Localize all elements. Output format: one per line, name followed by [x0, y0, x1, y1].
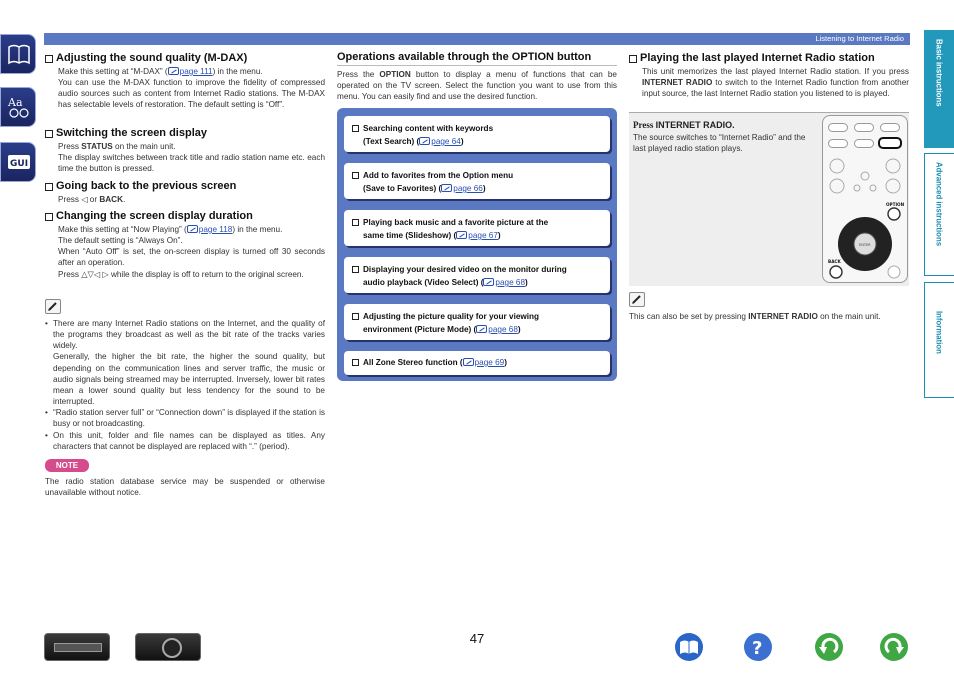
option-slideshow[interactable]: [344, 210, 610, 246]
heading-last-played: [629, 52, 909, 65]
option-menu-panel: [337, 108, 617, 381]
option-video-select[interactable]: [344, 257, 610, 293]
text: Make this setting at “Now Playing” (: [58, 225, 187, 234]
checkbox-icon: [352, 219, 359, 226]
text: button to display a menu of functions that can be operated on the TV screen. Select the function you want to use from this menu. You can easily find and use the desired function.: [337, 70, 617, 102]
status-key: STATUS: [81, 142, 113, 151]
option-label: OPTION: [886, 202, 905, 207]
list-item: • “Radio station server full” or “Connection down” is displayed if the station is busy or not broadcasting.: [45, 407, 325, 429]
internet-radio-key: INTERNET RADIO: [642, 78, 713, 88]
list-item: Generally, the higher the bit rate, the higher the sound quality, but depending on the communication lines and server traffic, the music or audio signals being streamed may be interrupted. Inversely, lower bit rates mean a lower sound quality but less tendency for the sound to be interrupted.: [53, 352, 325, 407]
text: Adjusting the picture quality for your viewing: [363, 312, 540, 321]
text: Press ◁ or: [58, 195, 100, 204]
page-ref-icon: [187, 225, 198, 233]
heading-text: Adjusting the sound quality (M-DAX): [56, 52, 248, 64]
section-last-played: [629, 52, 909, 99]
text: ): [497, 231, 501, 240]
page-link[interactable]: page 111: [179, 67, 213, 76]
page-ref-icon: [419, 137, 430, 145]
text: same time (Slideshow) (: [363, 231, 457, 240]
text: Playing back music and a favorite picture at the: [363, 218, 549, 227]
enter-label: ENTER: [859, 243, 871, 247]
book-icon[interactable]: [0, 34, 36, 74]
section-title: Listening to Internet Radio: [815, 34, 904, 43]
page-number: 47: [469, 631, 485, 646]
heading-text: Changing the screen display duration: [56, 210, 253, 222]
internet-radio-remote-button: [878, 137, 902, 149]
text: (Save to Favorites) (: [363, 184, 442, 193]
option-picture-mode[interactable]: [344, 304, 610, 340]
text: Press: [58, 142, 82, 151]
go-back-text: [45, 194, 325, 205]
tab-advanced-instructions[interactable]: [924, 153, 954, 276]
checkbox-icon: [45, 183, 53, 191]
page-ref-icon: [463, 358, 474, 366]
svg-text:Aa: Aa: [8, 96, 23, 109]
page-link[interactable]: page 118: [198, 225, 233, 234]
heading-text: Playing the last played Internet Radio station: [640, 52, 875, 64]
gui-icon[interactable]: [0, 142, 36, 182]
option-text-search[interactable]: [344, 116, 610, 152]
heading-text: Operations available through the OPTION button: [337, 51, 592, 63]
heading-go-back: [45, 180, 325, 193]
switch-display-text: [45, 141, 325, 174]
tab-basic-instructions[interactable]: [924, 30, 954, 148]
back-key: BACK: [99, 195, 123, 204]
text: audio playback (Video Select) (: [363, 278, 484, 287]
note-badge: NOTE: [45, 459, 89, 472]
remote-illustration: [822, 115, 908, 283]
paragraph: You can use the M-DAX function to improve the fidelity of compressed audio sources such as content from Internet Radio stations. The M-DAX has selectable levels of restoration. The default setting is “Off”.: [58, 78, 325, 110]
page-link[interactable]: page 66: [453, 184, 483, 193]
note-text: The radio station database service may be suspended or otherwise unavailable without notice.: [45, 477, 325, 498]
heading-display-duration: [45, 210, 325, 223]
checkbox-icon: [352, 313, 359, 320]
internet-radio-key: INTERNET RADIO: [748, 312, 818, 321]
checkbox-icon: [352, 125, 359, 132]
notes-list: [45, 318, 325, 452]
m-dax-text: [45, 66, 325, 111]
section-m-dax: [45, 52, 325, 111]
text: Press the: [337, 70, 380, 79]
text: (Text Search) (: [363, 137, 420, 146]
back-arrow-icon[interactable]: [815, 633, 843, 661]
heading-m-dax: [45, 52, 325, 65]
option-intro: [337, 69, 617, 102]
last-played-text: [629, 66, 909, 99]
page-link[interactable]: page 69: [474, 358, 505, 367]
rear-panel-icon[interactable]: [135, 633, 201, 661]
page-link[interactable]: page 68: [488, 325, 518, 334]
text: on the main unit.: [112, 142, 176, 151]
text: Searching content with keywords: [363, 124, 494, 133]
tab-label: Basic instructions: [934, 39, 944, 107]
page-ref-icon: [441, 184, 452, 192]
checkbox-icon: [352, 172, 359, 179]
page-link[interactable]: page 68: [495, 278, 526, 287]
remote-button: [828, 123, 848, 132]
tab-information[interactable]: [924, 282, 954, 398]
list-item: • There are many Internet Radio stations on the Internet, and the quality of the programs they broadcast as well as the bit rate of the tracks varies widely.: [45, 318, 325, 351]
front-panel-icon[interactable]: [44, 633, 110, 661]
text: Make this setting at “M-DAX” (: [58, 67, 168, 76]
text: ): [482, 184, 486, 193]
option-save-favorites[interactable]: [344, 163, 610, 199]
text: ): [517, 325, 521, 334]
step-instruction: [633, 119, 735, 131]
text: ) in the menu.: [212, 67, 263, 76]
internet-radio-key: INTERNET RADIO.: [655, 120, 735, 130]
tab-label: Advanced instructions: [934, 162, 944, 247]
text: ): [460, 137, 464, 146]
page-ref-icon: [456, 231, 467, 239]
font-icon[interactable]: [0, 87, 36, 127]
display-duration-text: [45, 224, 325, 280]
page-ref-icon: [168, 67, 179, 75]
back-label: BACK: [828, 259, 841, 264]
paragraph: The default setting is “Always On”.: [58, 236, 183, 246]
section-go-back: [45, 180, 325, 205]
contents-book-icon[interactable]: [675, 633, 703, 661]
text: ): [504, 358, 507, 367]
page-ref-icon: [483, 278, 494, 286]
checkbox-icon: [352, 266, 359, 273]
page-link[interactable]: page 64: [431, 137, 461, 146]
list-item: • On this unit, folder and file names can be displayed as titles. Any characters that cannot be displayed are replaced with “.” (period).: [45, 430, 325, 452]
heading-text: Going back to the previous screen: [56, 180, 237, 192]
option-all-zone-stereo[interactable]: [344, 351, 610, 375]
text: This can also be set by pressing: [629, 312, 749, 321]
remote-button: [880, 123, 900, 132]
pencil-icon: [45, 299, 61, 314]
text: ): [525, 278, 528, 287]
tip-text: [629, 311, 909, 322]
text: environment (Picture Mode) (: [363, 325, 477, 334]
forward-arrow-icon[interactable]: [880, 633, 908, 661]
checkbox-icon: [629, 55, 637, 63]
text: All Zone Stereo function (: [363, 358, 463, 367]
section-display-duration: [45, 210, 325, 280]
section-option-button: [337, 51, 617, 102]
paragraph: Press △▽◁ ▷ while the display is off to return to the original screen.: [58, 269, 304, 279]
remote-button: [854, 139, 874, 148]
text: ) in the menu.: [232, 225, 283, 234]
heading-option-button: [337, 51, 617, 66]
option-key: OPTION: [379, 70, 411, 79]
tab-label: Information: [934, 311, 944, 354]
help-icon[interactable]: [744, 633, 772, 661]
svg-text:GUI: GUI: [10, 159, 29, 169]
svg-text:?: ?: [752, 638, 763, 659]
section-header-bar: [44, 33, 910, 45]
text: This unit memorizes the last played Internet Radio station. If you press: [642, 67, 909, 76]
section-switch-display: [45, 127, 325, 174]
text: to switch to the Internet Radio function from another input source, the last Internet Radio station you listened to is played.: [642, 78, 909, 99]
remote-button: [828, 139, 848, 148]
pencil-icon: [629, 292, 645, 307]
text: .: [123, 195, 126, 204]
heading-switch-display: [45, 127, 325, 140]
text: Displaying your desired video on the monitor during: [363, 265, 567, 274]
paragraph: The display switches between track title and radio station name etc. each time the button is pressed.: [58, 153, 325, 174]
text: Press: [633, 120, 656, 130]
text: Add to favorites from the Option menu: [363, 171, 514, 180]
page-link[interactable]: page 67: [468, 231, 498, 240]
checkbox-icon: [352, 359, 359, 366]
checkbox-icon: [45, 213, 53, 221]
checkbox-icon: [45, 55, 53, 63]
step-description: The source switches to “Internet Radio” and the last played radio station plays.: [633, 133, 806, 154]
remote-button: [854, 123, 874, 132]
page-ref-icon: [476, 325, 487, 333]
paragraph: When “Auto Off” is set, the on-screen display is turned off 30 seconds after an operation.: [58, 247, 325, 268]
text: on the main unit.: [817, 312, 881, 321]
heading-text: Switching the screen display: [56, 127, 207, 139]
checkbox-icon: [45, 130, 53, 138]
